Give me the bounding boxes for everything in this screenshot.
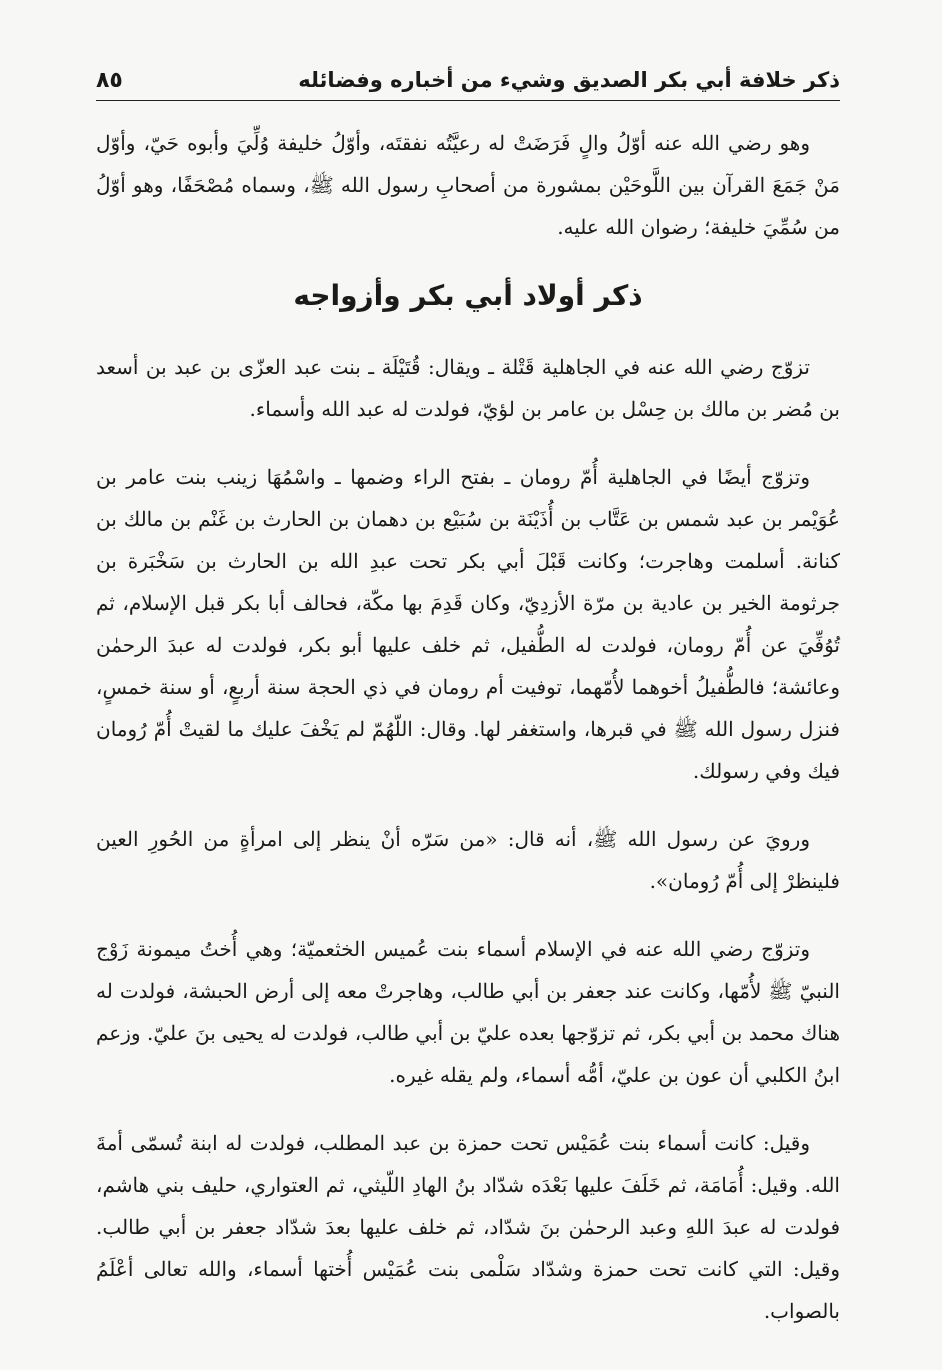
running-title: ذكر خلافة أبي بكر الصديق وشيء من أخباره وفضائله: [298, 68, 840, 92]
page-number: ٨٥: [96, 68, 123, 93]
paragraph-4: وتزوّج رضي الله عنه في الإسلام أسماء بنت عُميس الخثعميّة؛ وهي أُختُ ميمونة زَوْج النبيّ ﷺ لأُمّها، وكانت عند جعفر بن أبي طالب، وهاجرتْ معه إلى أرض الحبشة، فولدت له هناك محمد بن أبي بكر، ثم تزوّجها بعده عليّ بن أبي طالب، فولدت له يحيى بنَ عليّ. وزعم ابنُ الكلبي أن عون بن عليّ، أمُّه أسماء، ولم يقله غيره.: [96, 937, 840, 1087]
book-page: [96, 52, 840, 1352]
paragraph-5: وقيل: كانت أسماء بنت عُمَيْس تحت حمزة بن عبد المطلب، فولدت له ابنة تُسمّى أمةَ الله. وقيل: أُمَامَة، ثم خَلَفَ عليها بَعْدَه شدّاد بنُ الهادِ اللّيثي، ثم العتواري، حليف بني هاشم، فولدت له عبدَ اللهِ وعبد الرحمٰن بنَ شدّاد، ثم خلف عليها بعدَ شدّاد جعفر بن أبي طالب. وقيل: التي كانت تحت حمزة وشدّاد سَلْمى بنت عُمَيْس أُختها أسماء، والله تعالى أعْلَمُ بالصواب.: [96, 1131, 840, 1323]
page-header: [96, 52, 840, 102]
paragraph-2: وتزوّج أيضًا في الجاهلية أُمّ رومان ـ بفتح الراء وضمها ـ واسْمُهَا زينب بنت عامر بن عُوَيْمر بن عبد شمس بن عَتَّاب بن أُذَيْنَة بن سُبَيْع بن دهمان بن الحارث بن غَنْم بن مالك بن كنانة. أسلمت وهاجرت؛ وكانت قَبْلَ أبي بكر تحت عبدِ الله بن الحارث بن سَخْبَرة بن جرثومة الخير بن عادية بن مرّة الأزدِيّ، وكان قَدِمَ بها مكّة، فحالف أبا بكر قبل الإسلام، ثم تُوُفِّيَ عن أُمّ رومان، فولدت له الطُّفيل، ثم خلف عليها أبو بكر، فولدت له عبدَ الرحمٰن وعائشة؛ فالطُّفيلُ أخوهما لأُمّهما، توفيت أم رومان في ذي الحجة سنة أربعٍ، أو سنة خمسٍ، فنزل رسول الله ﷺ في قبرها، واستغفر لها. وقال: اللّهُمّ لم يَخْفَ عليك ما لقيتْ أُمّ رُومان فيك وفي رسولك.: [96, 465, 840, 783]
header-rule: [96, 100, 840, 101]
paragraph-intro: وهو رضي الله عنه أوّلُ والٍ فَرَضَتْ له رعيَّتُه نفقتَه، وأوّلُ خليفة وُلِّيَ وأبوه حَيّ، وأوّل مَنْ جَمَعَ القرآن بين اللَّوحَيْن بمشورة من أصحابِ رسول الله ﷺ، وسماه مُصْحَفًا، وهو أوّلُ من سُمِّيَ خليفة؛ رضوان الله عليه.: [96, 131, 840, 239]
paragraph-1: تزوّج رضي الله عنه في الجاهلية قَتْلة ـ ويقال: قُتَيْلَة ـ بنت عبد العزّى بن عبد بن أسعد بن مُضر بن مالك بن حِسْل بن عامر بن لؤيّ، فولدت له عبد الله وأسماء.: [96, 355, 840, 421]
section-heading: ذكر أولاد أبي بكر وأزواجه: [293, 279, 643, 312]
page-body: [96, 122, 840, 1358]
paragraph-3: ورويَ عن رسول الله ﷺ، أنه قال: «من سَرّه أنْ ينظر إلى امرأةٍ من الحُورِ العين فلينظرْ إلى أُمّ رُومان».: [96, 827, 840, 893]
